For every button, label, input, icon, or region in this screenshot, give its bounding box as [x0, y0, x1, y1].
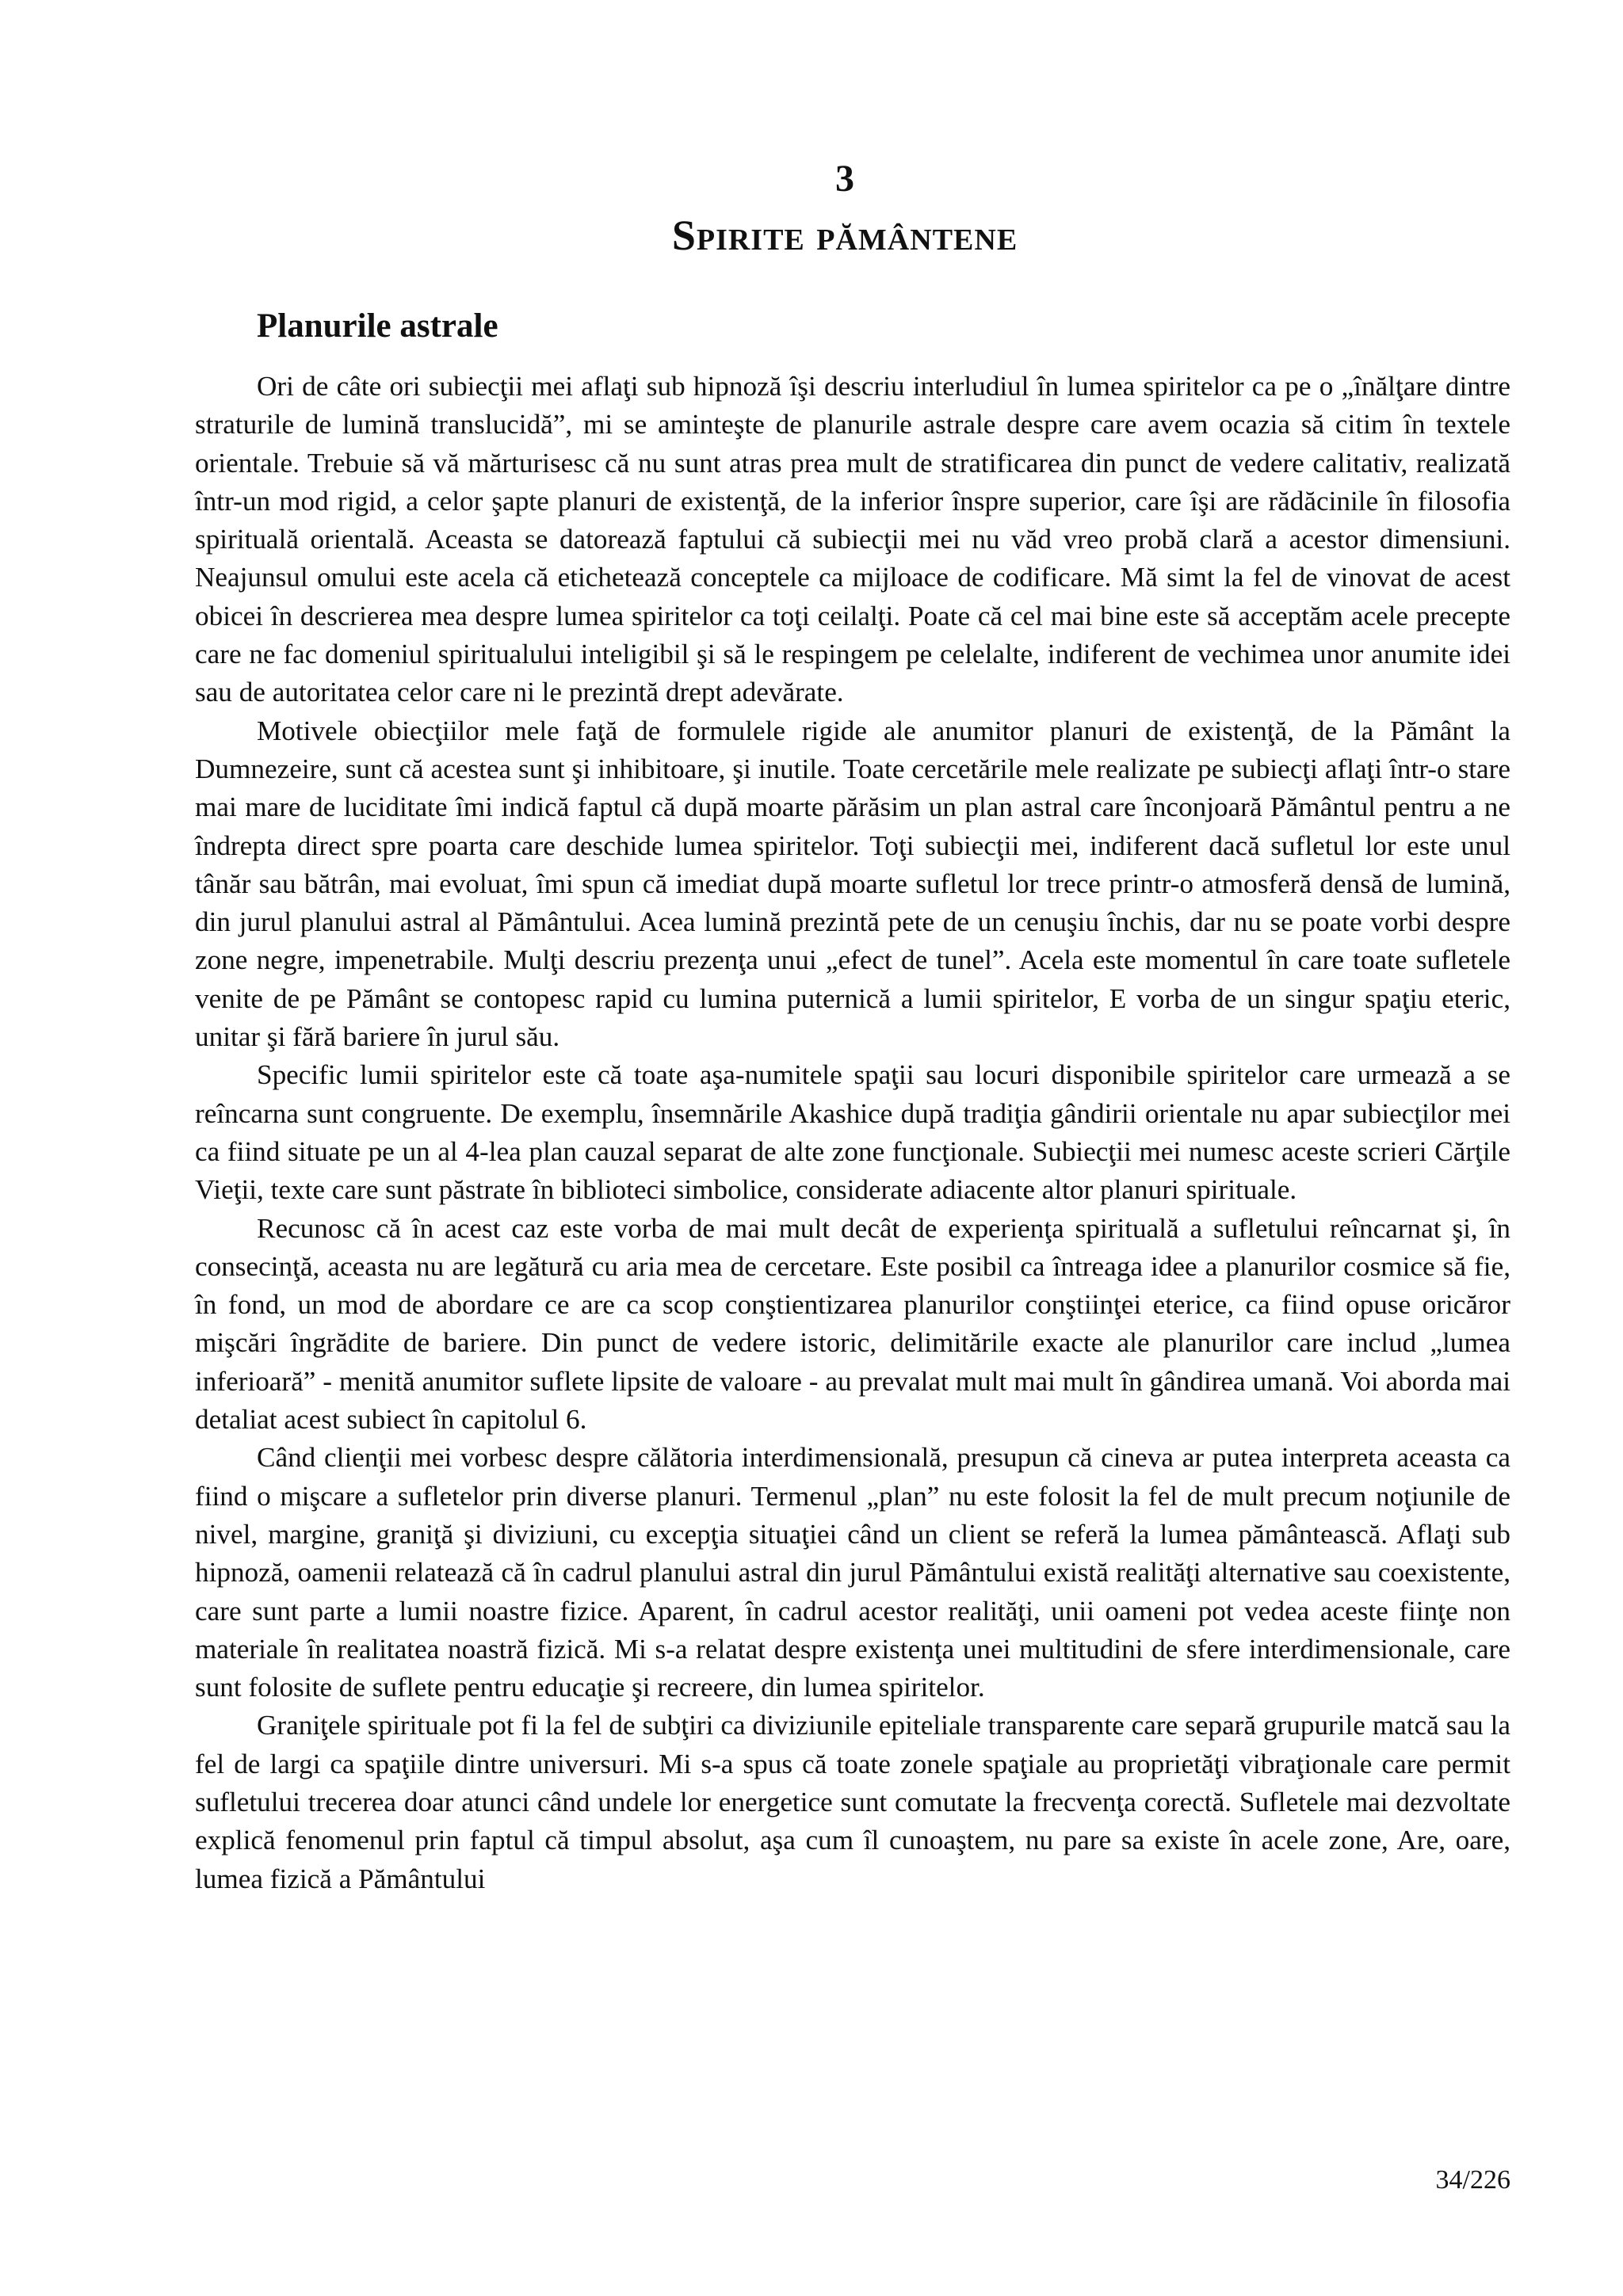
section-heading: Planurile astrale: [257, 307, 498, 345]
chapter-number: 3: [835, 158, 854, 200]
chapter-title: Spirite pământene: [671, 212, 1018, 259]
paragraph: Când clienţii mei vorbesc despre călătoria interdimensională, presupun că cineva ar putea interpreta aceasta ca fiind o mişcare a sufletelor prin diverse planuri. Termenul „plan” nu este folosit la fel de mult precum noţiunile de nivel, margine, graniţă şi diviziuni, cu excepţia situaţiei când un client se referă la lumea pământească. Aflaţi sub hipnoză, oamenii relatează că în cadrul planului astral din jurul Pământului există realităţi alternative sau coexistente, care sunt parte a lumii noastre fizice. Aparent, în cadrul acestor realităţi, unii oameni pot vedea aceste fiinţe non materiale în realitatea noastră fizică. Mi s-a relatat despre existenţa unei multitudini de sfere interdimensionale, care sunt folosite de suflete pentru educaţie şi recreere, din lumea spiritelor.: [195, 1442, 1510, 1703]
paragraph: Specific lumii spiritelor este că toate aşa-numitele spaţii sau locuri disponibile spiritelor care urmează a se reîncarna sunt congruente. De exemplu, însemnările Akashice după tradiţia gândirii orientale nu apar subiecţilor mei ca fiind situate pe un al 4-lea plan cauzal separat de alte zone funcţionale. Subiecţii mei numesc aceste scrieri Cărţile Vieţii, texte care sunt păstrate în biblioteci simbolice, considerate adiacente altor planuri spirituale.: [195, 1059, 1510, 1206]
page-number: 34/226: [1435, 2165, 1510, 2195]
paragraph: Recunosc că în acest caz este vorba de mai mult decât de experienţa spirituală a sufletului reîncarnat şi, în consecinţă, aceasta nu are legătură cu aria mea de cercetare. Este posibil ca întreaga idee a planurilor cosmice să fie, în fond, un mod de abordare ce are ca scop conştientizarea planurilor conştiinţei eterice, ca fiind opuse oricăror mişcări îngrădite de bariere. Din punct de vedere istoric, delimitările exacte ale planurilor care includ „lumea inferioară” - menită anumitor suflete lipsite de valoare - au prevalat mult mai mult în gândirea umană. Voi aborda mai detaliat acest subiect în capitolul 6.: [195, 1212, 1510, 1436]
body-text: [195, 368, 1510, 1898]
paragraph: Ori de câte ori subiecţii mei aflaţi sub hipnoză îşi descriu interludiul în lumea spiritelor ca pe o „înălţare dintre straturile de lumină translucidă”, mi se aminteşte de planurile astrale despre care avem ocazia să citim în textele orientale. Trebuie să vă mărturisesc că nu sunt atras prea mult de stratificarea din punct de vedere calitativ, realizată într-un mod rigid, a celor şapte planuri de existenţă, de la inferior înspre superior, care îşi are rădăcinile în filosofia spirituală orientală. Aceasta se datorează faptului că subiecţii mei nu văd vreo probă clară a acestor dimensiuni. Neajunsul omului este acela că etichetează conceptele ca mijloace de codificare. Mă simt la fel de vinovat de acest obicei în descrierea mea despre lumea spiritelor ca toţi ceilalţi. Poate că cel mai bine este să acceptăm acele precepte care ne fac domeniul spiritualului inteligibil şi să le respingem pe celelalte, indiferent de vechimea unor anumite idei sau de autoritatea celor care ni le prezintă drept adevărate.: [195, 371, 1510, 708]
paragraph: Motivele obiecţiilor mele faţă de formulele rigide ale anumitor planuri de existenţă, de la Pământ la Dumnezeire, sunt că acestea sunt şi inhibitoare, şi inutile. Toate cercetările mele realizate pe subiecţi aflaţi într-o stare mai mare de luciditate îmi indică faptul că după moarte părăsim un plan astral care înconjoară Pământul pentru a ne îndrepta direct spre poarta care deschide lumea spiritelor. Toţi subiecţii mei, indiferent dacă sufletul lor este unul tânăr sau bătrân, mai evoluat, îmi spun că imediat după moarte sufletul lor trece printr-o atmosferă densă de lumină, din jurul planului astral al Pământului. Acea lumină prezintă pete de un cenuşiu închis, dar nu se poate vorbi despre zone negre, impenetrabile. Mulţi descriu prezenţa unui „efect de tunel”. Acela este momentul în care toate sufletele venite de pe Pământ se contopesc rapid cu lumina puternică a lumii spiritelor, E vorba de un singur spaţiu eteric, unitar şi fără bariere în jurul său.: [195, 715, 1510, 1053]
paragraph: Graniţele spirituale pot fi la fel de subţiri ca diviziunile epiteliale transparente care separă grupurile matcă sau la fel de largi ca spaţiile dintre universuri. Mi s-a spus că toate zonele spaţiale au proprietăţi vibraţionale care permit sufletului trecerea doar atunci când undele lor energetice sunt comutate la frecvenţa corectă. Sufletele mai dezvoltate explică fenomenul prin faptul că timpul absolut, aşa cum îl cunoaştem, nu pare sa existe în acele zone, Are, oare, lumea fizică a Pământului: [195, 1710, 1510, 1894]
